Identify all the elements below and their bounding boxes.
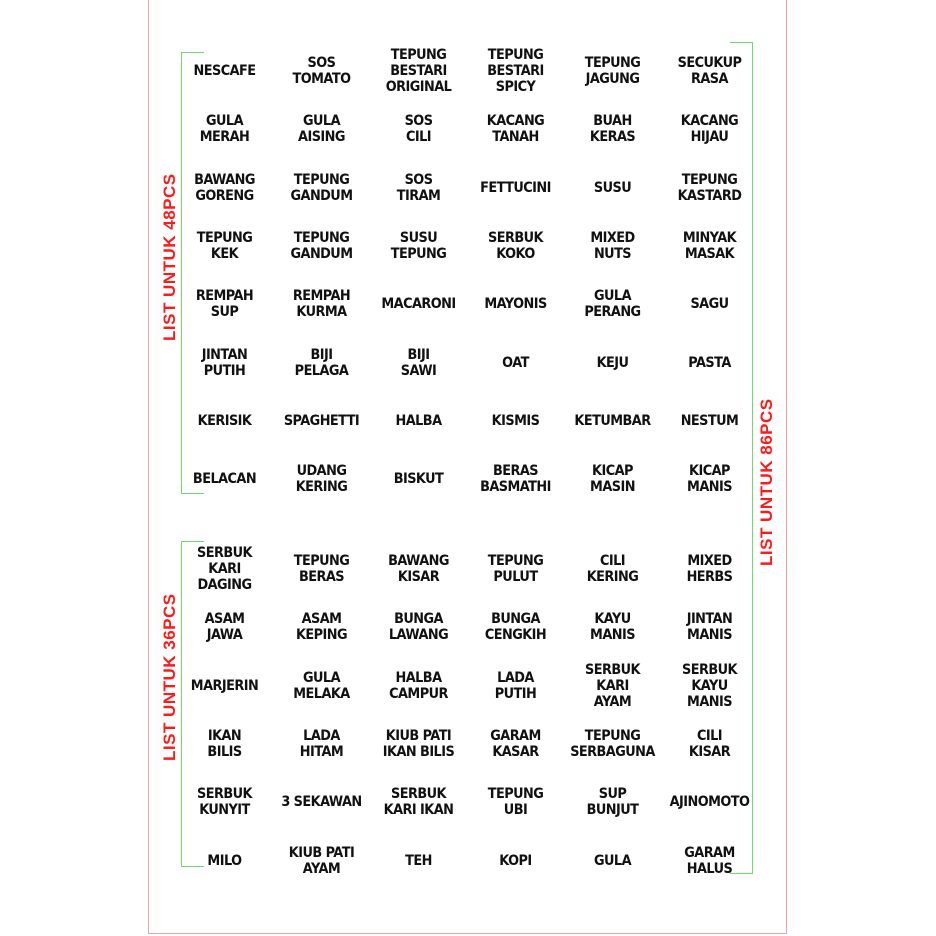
ingredient-label: MACARONI xyxy=(381,296,456,313)
ingredient-label: JINTAN MANIS xyxy=(686,611,733,644)
list-86pcs-label: LIST UNTUK 86PCS xyxy=(757,398,776,566)
ingredient-label: ASAM JAWA xyxy=(204,611,245,644)
ingredient-label: TEPUNG GANDUM xyxy=(290,171,353,204)
list-48pcs-label: LIST UNTUK 48PCS xyxy=(160,173,179,341)
ingredient-label: SOS TIRAM xyxy=(396,171,441,204)
ingredient-label: BELACAN xyxy=(192,471,257,488)
ingredient-label: KEJU xyxy=(596,354,629,371)
ingredient-label: GULA MERAH xyxy=(199,113,250,146)
ingredient-label: TEPUNG PULUT xyxy=(487,553,544,586)
ingredient-label: HALBA xyxy=(395,412,442,429)
ingredient-label: LADA PUTIH xyxy=(494,669,537,702)
ingredient-label: GULA xyxy=(593,852,632,869)
ingredient-label: TEH xyxy=(405,852,432,869)
list-36pcs-grid xyxy=(176,540,758,890)
ingredient-label: IKAN BILIS xyxy=(207,728,242,761)
ingredient-label: TEPUNG BERAS xyxy=(293,553,350,586)
ingredient-label: SOS TOMATO xyxy=(292,55,351,88)
ingredient-label: KAYU MANIS xyxy=(590,611,635,644)
ingredient-label: GARAM HALUS xyxy=(684,844,735,877)
ingredient-label: KIUB PATI AYAM xyxy=(288,844,355,877)
ingredient-label: BUNGA LAWANG xyxy=(388,611,449,644)
ingredient-label: SAGU xyxy=(690,296,729,313)
ingredient-label: GARAM KASAR xyxy=(490,728,541,761)
ingredient-label: CILI KERING xyxy=(586,553,639,586)
ingredient-label: TEPUNG SERBAGUNA xyxy=(570,728,655,761)
ingredient-label: GULA AISING xyxy=(298,113,345,146)
ingredient-label: BAWANG GORENG xyxy=(194,171,255,204)
ingredient-label: AJINOMOTO xyxy=(669,794,750,811)
ingredient-label: TEPUNG BESTARI ORIGINAL xyxy=(385,47,452,96)
ingredient-label: BISKUT xyxy=(393,471,444,488)
ingredient-label: REMPAH SUP xyxy=(195,288,254,321)
ingredient-label: BIJI SAWI xyxy=(400,346,437,379)
ingredient-label: GULA PERANG xyxy=(584,288,641,321)
ingredient-label: BUNGA CENGKIH xyxy=(484,611,547,644)
ingredient-label: BAWANG KISAR xyxy=(388,553,449,586)
ingredient-label: TEPUNG UBI xyxy=(487,786,544,819)
ingredient-label: GULA MELAKA xyxy=(293,669,350,702)
ingredient-label: SERBUK KARI AYAM xyxy=(585,661,640,710)
ingredient-label: MAYONIS xyxy=(484,296,547,313)
ingredient-label: BERAS BASMATHI xyxy=(480,463,551,496)
ingredient-label: MILO xyxy=(207,852,242,869)
ingredient-label: TEPUNG BESTARI SPICY xyxy=(487,47,544,96)
ingredient-label: NESTUM xyxy=(680,412,739,429)
ingredient-label: SERBUK KUNYIT xyxy=(197,786,252,819)
ingredient-label: NESCAFE xyxy=(193,63,256,80)
ingredient-label: KETUMBAR xyxy=(574,412,651,429)
ingredient-label: FETTUCINI xyxy=(480,179,551,196)
ingredient-label: KICAP MASIN xyxy=(590,463,635,496)
ingredient-label: SERBUK KARI DAGING xyxy=(197,545,252,594)
ingredient-label: KICAP MANIS xyxy=(687,463,732,496)
ingredient-label: SECUKUP RASA xyxy=(677,55,742,88)
ingredient-label: TEPUNG KEK xyxy=(196,230,253,263)
ingredient-label: REMPAH KURMA xyxy=(292,288,351,321)
ingredient-label: SERBUK KAYU MANIS xyxy=(682,661,737,710)
ingredient-label: SERBUK KARI IKAN xyxy=(383,786,454,819)
ingredient-label: MIXED NUTS xyxy=(590,230,635,263)
ingredient-label: TEPUNG JAGUNG xyxy=(584,55,641,88)
ingredient-label: BIJI PELAGA xyxy=(294,346,349,379)
ingredient-label: SERBUK KOKO xyxy=(488,230,543,263)
ingredient-label: SUSU TEPUNG xyxy=(390,230,447,263)
list-48pcs-grid xyxy=(176,42,758,508)
ingredient-label: UDANG KERING xyxy=(295,463,348,496)
ingredient-label: MIXED HERBS xyxy=(686,553,733,586)
ingredient-label: KACANG TANAH xyxy=(486,113,545,146)
ingredient-label: KIUB PATI IKAN BILIS xyxy=(382,728,455,761)
ingredient-label: KERISIK xyxy=(197,412,252,429)
ingredient-label: 3 SEKAWAN xyxy=(281,794,362,811)
ingredient-label: LADA HITAM xyxy=(299,728,344,761)
list-36pcs-label: LIST UNTUK 36PCS xyxy=(160,593,179,761)
ingredient-label: BUAH KERAS xyxy=(589,113,636,146)
ingredient-label: KISMIS xyxy=(491,412,540,429)
ingredient-label: CILI KISAR xyxy=(688,728,731,761)
ingredient-label: HALBA CAMPUR xyxy=(389,669,448,702)
ingredient-label: SUSU xyxy=(593,179,632,196)
ingredient-label: TEPUNG KASTARD xyxy=(677,171,742,204)
ingredient-label: KACANG HIJAU xyxy=(680,113,739,146)
ingredient-label: PASTA xyxy=(688,354,731,371)
ingredient-label: SOS CILI xyxy=(404,113,433,146)
ingredient-label: ASAM KEPING xyxy=(295,611,348,644)
ingredient-label: MINYAK MASAK xyxy=(682,230,737,263)
ingredient-label: MARJERIN xyxy=(190,677,259,694)
ingredient-label: SUP BUNJUT xyxy=(586,786,639,819)
ingredient-label: TEPUNG GANDUM xyxy=(290,230,353,263)
ingredient-label: JINTAN PUTIH xyxy=(201,346,248,379)
ingredient-label: SPAGHETTI xyxy=(283,412,360,429)
ingredient-label: OAT xyxy=(502,354,529,371)
ingredient-label: KOPI xyxy=(499,852,532,869)
